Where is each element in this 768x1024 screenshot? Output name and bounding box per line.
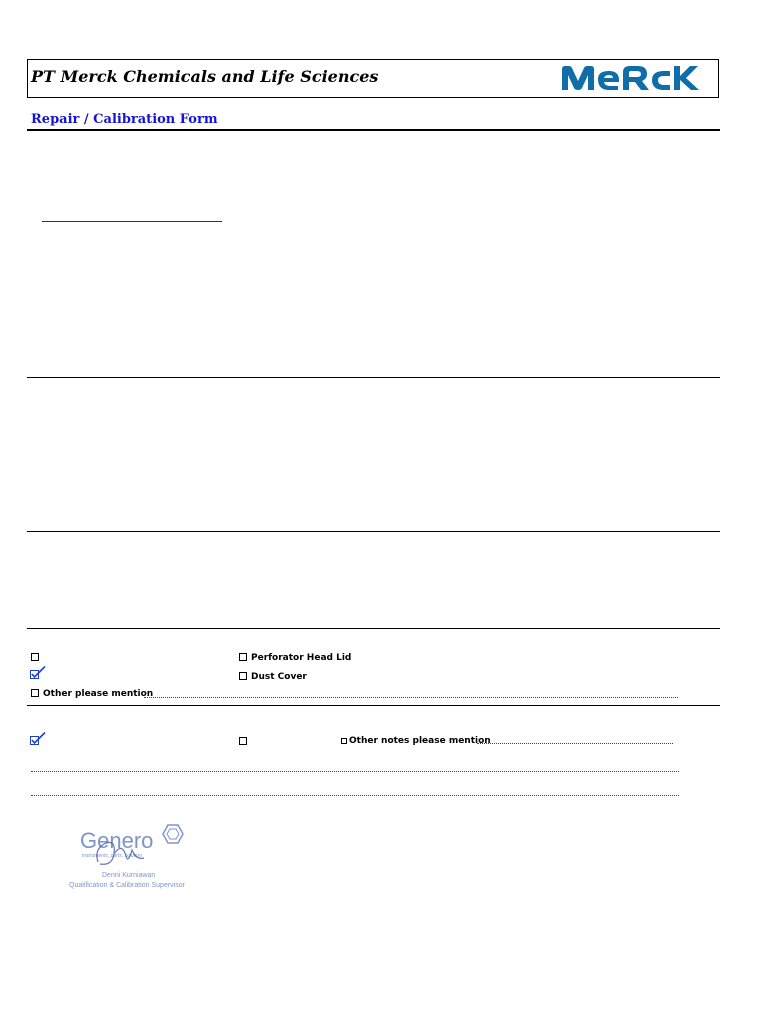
checkbox-unchecked-2[interactable] <box>239 737 247 745</box>
label-other-please-mention: Other please mention <box>43 689 154 699</box>
checkbox-unchecked-1[interactable] <box>31 653 39 661</box>
blank-link-underline <box>42 221 222 222</box>
section-divider-2 <box>27 531 720 532</box>
company-name: PT Merck Chemicals and Life Sciences <box>31 67 379 86</box>
stamp-company: Genero <box>80 828 154 853</box>
checkbox-other-notes[interactable] <box>341 738 347 744</box>
label-dust-cover: Dust Cover <box>251 672 307 682</box>
signer-role: Qualification & Calibration Supervisor <box>69 882 185 889</box>
label-perforator-head-lid: Perforator Head Lid <box>251 653 352 663</box>
label-other-notes: Other notes please mention <box>349 736 491 746</box>
section-divider-1 <box>27 377 720 378</box>
merck-logo-icon <box>560 63 714 93</box>
other-notes-field[interactable] <box>477 743 673 744</box>
signer-name: Denni Kurniawan <box>102 872 156 879</box>
form-title: Repair / Calibration Form <box>31 112 218 127</box>
signature-scribble-icon <box>92 836 152 870</box>
checkbox-checked-1[interactable] <box>30 666 46 680</box>
other-mention-field[interactable] <box>144 697 678 698</box>
check-icon <box>30 732 46 746</box>
checkbox-checked-2[interactable] <box>30 732 46 746</box>
stamp-tagline: instruments, parts, solution <box>82 853 142 859</box>
signature-stamp <box>66 822 198 894</box>
genero-hex-logo-icon <box>162 824 184 844</box>
merck-logo <box>560 63 714 97</box>
checkbox-other[interactable] <box>31 689 39 697</box>
notes-line-2[interactable] <box>31 795 679 796</box>
title-underline <box>27 129 720 131</box>
check-icon <box>30 666 46 680</box>
section-divider-3 <box>27 628 720 629</box>
section-divider-4 <box>27 705 720 706</box>
notes-line-1[interactable] <box>31 771 679 772</box>
checkbox-perforator[interactable] <box>239 653 247 661</box>
checkbox-dust-cover[interactable] <box>239 672 247 680</box>
